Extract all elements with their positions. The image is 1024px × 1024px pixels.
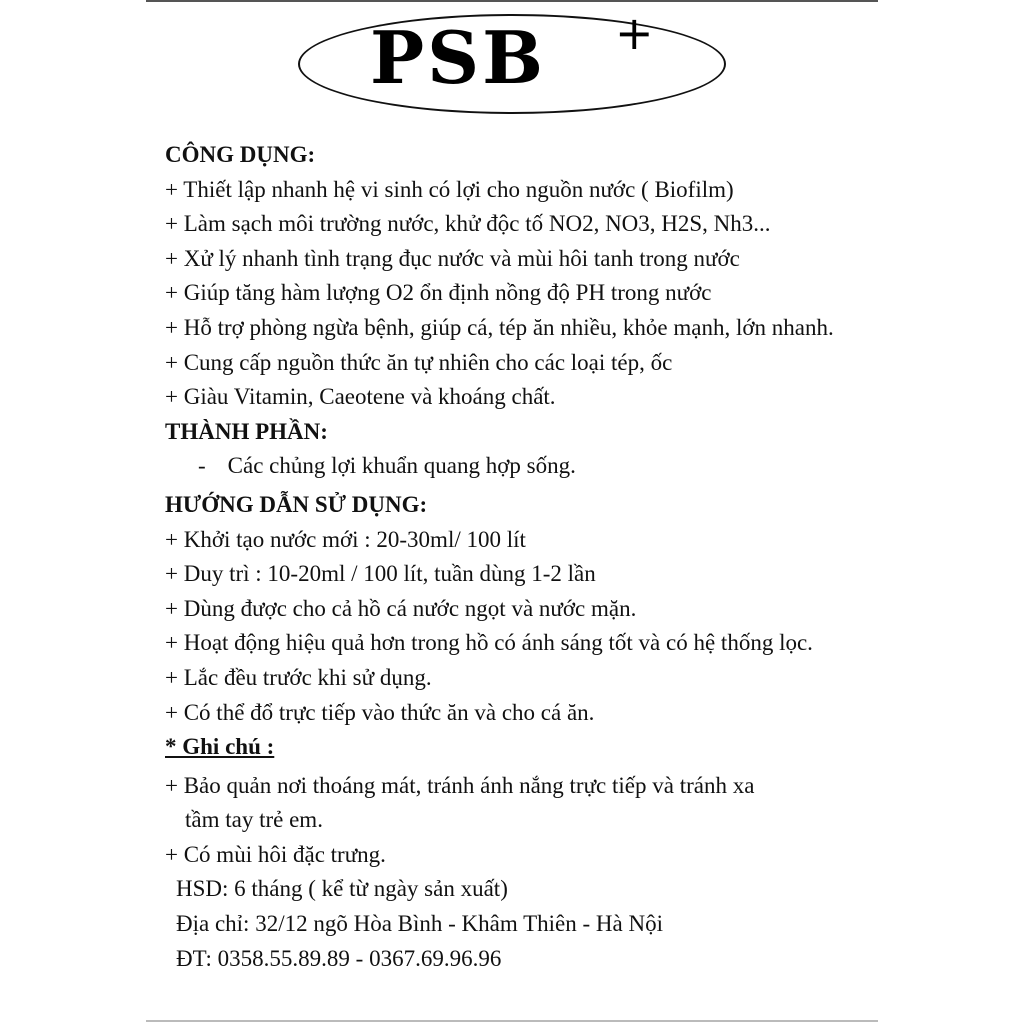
logo-text: PSB [370,15,546,100]
cong-dung-item: + Hỗ trợ phòng ngừa bệnh, giúp cá, tép ăn nhiều, khỏe mạnh, lớn nhanh. [165,314,834,340]
top-rule [146,0,878,2]
huong-dan-item: + Khởi tạo nước mới : 20-30ml/ 100 lít [165,526,526,552]
phone-info: ĐT: 0358.55.89.89 - 0367.69.96.96 [176,945,502,971]
cong-dung-item: + Thiết lập nhanh hệ vi sinh có lợi cho nguồn nước ( Biofilm) [165,176,734,202]
cong-dung-item: + Giúp tăng hàm lượng O2 ổn định nồng độ PH trong nước [165,280,712,306]
huong-dan-item: + Lắc đều trước khi sử dụng. [165,664,432,690]
section-title-cong-dung: CÔNG DỤNG: [165,142,316,167]
bottom-rule [146,1020,878,1022]
dash-marker: - [198,453,206,479]
address-info: Địa chỉ: 32/12 ngõ Hòa Bình - Khâm Thiên - Hà Nội [176,911,663,937]
section-title-thanh-phan: THÀNH PHẦN: [165,418,328,444]
cong-dung-item: + Xử lý nhanh tình trạng đục nước và mùi hôi tanh trong nước [165,245,740,271]
ghi-chu-item-continued: tầm tay trẻ em. [185,807,323,833]
huong-dan-item: + Có thể đổ trực tiếp vào thức ăn và cho cá ăn. [165,699,595,725]
logo-plus: + [615,6,654,60]
label-content [165,138,885,976]
ghi-chu-item: + Bảo quản nơi thoáng mát, tránh ánh nắng trực tiếp và tránh xa [165,772,755,798]
thanh-phan-item [165,449,885,484]
section-title-ghi-chu: * Ghi chú : [165,734,275,760]
cong-dung-item: + Giàu Vitamin, Caeotene và khoáng chất. [165,384,556,410]
huong-dan-item: + Dùng được cho cả hồ cá nước ngọt và nước mặn. [165,595,637,621]
huong-dan-item: + Duy trì : 10-20ml / 100 lít, tuần dùng 1-2 lần [165,561,596,587]
section-title-huong-dan: HƯỚNG DẪN SỬ DỤNG: [165,491,428,517]
huong-dan-item: + Hoạt động hiệu quả hơn trong hồ có ánh sáng tốt và có hệ thống lọc. [165,630,813,656]
ghi-chu-item: + Có mùi hôi đặc trưng. [165,841,386,867]
thanh-phan-text: Các chủng lợi khuẩn quang hợp sống. [227,453,576,479]
expiry-info: HSD: 6 tháng ( kể từ ngày sản xuất) [176,876,508,902]
cong-dung-item: + Làm sạch môi trường nước, khử độc tố NO2, NO3, H2S, Nh3... [165,211,771,237]
cong-dung-item: + Cung cấp nguồn thức ăn tự nhiên cho các loại tép, ốc [165,349,673,375]
